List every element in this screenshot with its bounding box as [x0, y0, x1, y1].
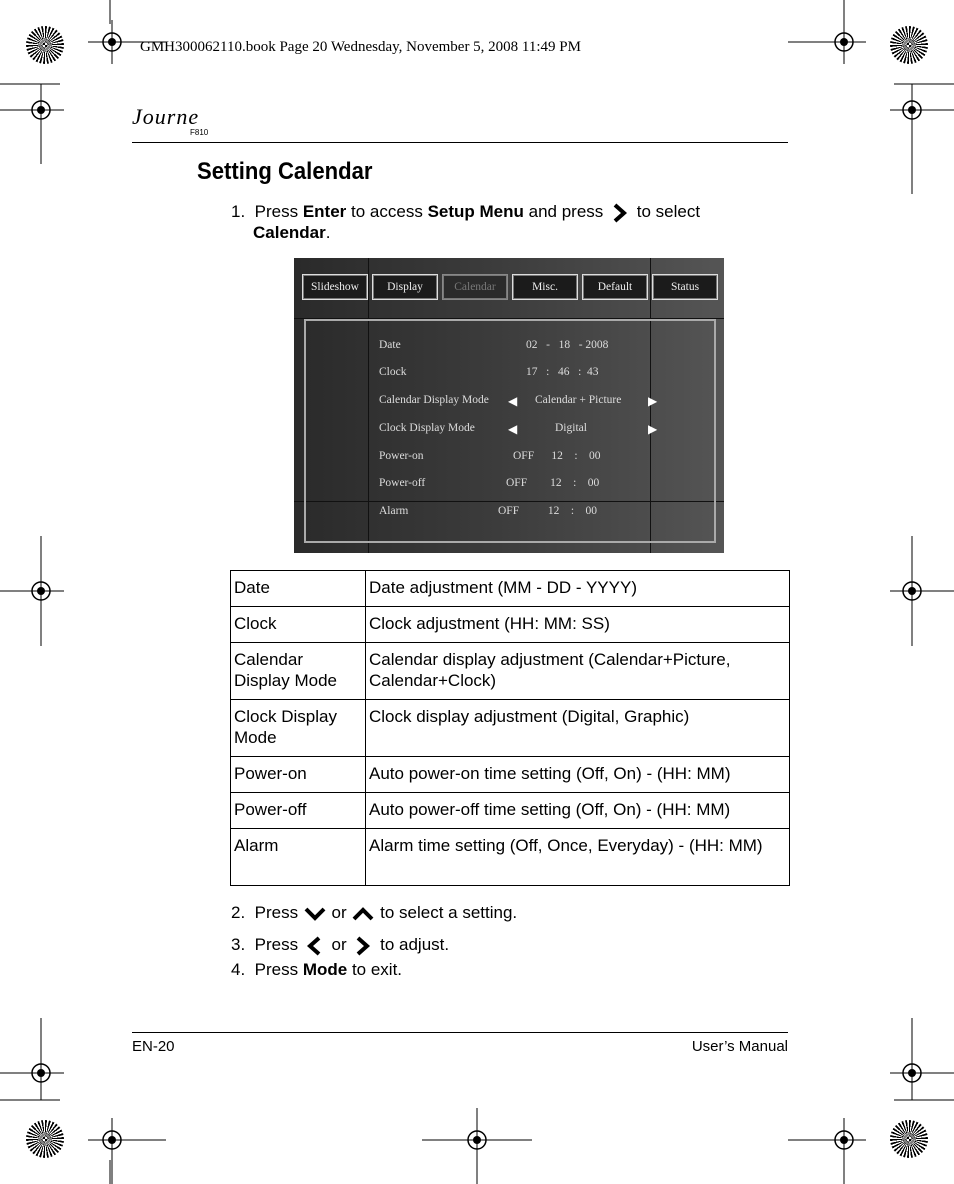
- tab-misc[interactable]: Misc.: [512, 274, 578, 300]
- table-row: [231, 757, 790, 793]
- setting-value-calendar-display-mode[interactable]: Calendar + Picture: [535, 394, 622, 406]
- table-row: [231, 793, 790, 829]
- tab-status[interactable]: Status: [652, 274, 718, 300]
- setting-label-calendar-display-mode: Calendar Display Mode: [379, 394, 489, 406]
- footer-rule: [132, 1032, 788, 1033]
- table-cell-description: Auto power-off time setting (Off, On) - (HH: MM): [366, 793, 790, 829]
- step-1-cont: Calendar.: [253, 223, 331, 242]
- page-title: Setting Calendar: [197, 158, 373, 185]
- table-cell-setting: Clock: [231, 607, 366, 643]
- table-row: [231, 571, 790, 607]
- setting-value-date[interactable]: 02 - 18 - 2008: [526, 339, 609, 351]
- setting-label-clock-display-mode: Clock Display Mode: [379, 422, 475, 434]
- table-cell-description: Alarm time setting (Off, Once, Everyday) - (HH: MM): [366, 829, 790, 886]
- tab-calendar[interactable]: Calendar: [442, 274, 508, 300]
- table-row: [231, 607, 790, 643]
- page-number: EN-20: [132, 1038, 175, 1055]
- table-cell-setting: Power-off: [231, 793, 366, 829]
- table-cell-description: Auto power-on time setting (Off, On) - (HH: MM): [366, 757, 790, 793]
- table-row: [231, 829, 790, 886]
- triangle-right-icon[interactable]: ▶: [648, 422, 658, 436]
- table-cell-description: Clock adjustment (HH: MM: SS): [366, 607, 790, 643]
- tab-display[interactable]: Display: [372, 274, 438, 300]
- settings-description-table: [230, 570, 790, 886]
- model-label: F810: [190, 128, 209, 137]
- table-cell-setting: Alarm: [231, 829, 366, 886]
- step-1: 1. Press Enter to access Setup Menu and press to select: [231, 202, 701, 221]
- setting-label-alarm: Alarm: [379, 505, 409, 517]
- table-cell-setting: Calendar Display Mode: [231, 643, 366, 700]
- step-3: 3. Press or to adjust.: [231, 935, 450, 954]
- table-row: [231, 643, 790, 700]
- manual-title: User’s Manual: [691, 1038, 788, 1055]
- tab-slideshow[interactable]: Slideshow: [302, 274, 368, 300]
- triangle-left-icon[interactable]: ◀: [508, 394, 518, 408]
- chevron-up-icon: [351, 904, 375, 924]
- setup-tabs: [302, 274, 718, 300]
- setting-label-date: Date: [379, 339, 401, 351]
- triangle-left-icon[interactable]: ◀: [508, 422, 518, 436]
- header-rule: [132, 142, 788, 143]
- setting-value-clock-display-mode[interactable]: Digital: [555, 422, 587, 434]
- journe-logo: Journe: [132, 104, 200, 129]
- setting-label-clock: Clock: [379, 366, 407, 378]
- book-header: GMH300062110.book Page 20 Wednesday, November 5, 2008 11:49 PM: [140, 39, 581, 55]
- table-cell-description: Clock display adjustment (Digital, Graphic): [366, 700, 790, 757]
- setting-label-power-on: Power-on: [379, 450, 424, 462]
- calendar-settings-screen: [294, 258, 724, 553]
- table-cell-description: Date adjustment (MM - DD - YYYY): [366, 571, 790, 607]
- setting-value-alarm[interactable]: OFF 12 : 00: [498, 505, 598, 517]
- setting-value-clock[interactable]: 17 : 46 : 43: [526, 366, 599, 378]
- setting-label-power-off: Power-off: [379, 477, 426, 489]
- table-cell-setting: Clock Display Mode: [231, 700, 366, 757]
- setup-menu-label: Setup Menu: [427, 202, 524, 221]
- step-4: 4. Press Mode to exit.: [231, 960, 403, 979]
- table-row: [231, 700, 790, 757]
- setting-value-power-off[interactable]: OFF 12 : 00: [506, 477, 600, 489]
- chevron-left-icon: [303, 936, 327, 956]
- chevron-right-icon: [608, 203, 632, 223]
- setting-value-power-on[interactable]: OFF 12 : 00: [513, 450, 601, 462]
- step-number: 1.: [231, 202, 246, 221]
- mode-key: Mode: [302, 960, 348, 979]
- table-cell-description: Calendar display adjustment (Calendar+Picture, Calendar+Clock): [366, 643, 790, 700]
- calendar-label: Calendar: [253, 223, 326, 242]
- table-cell-setting: Power-on: [231, 757, 366, 793]
- chevron-down-icon: [303, 904, 327, 924]
- step-2: 2. Press or to select a setting.: [231, 903, 518, 922]
- enter-key: Enter: [302, 202, 347, 221]
- triangle-right-icon[interactable]: ▶: [648, 394, 658, 408]
- chevron-right-icon: [351, 936, 375, 956]
- table-cell-setting: Date: [231, 571, 366, 607]
- tab-default[interactable]: Default: [582, 274, 648, 300]
